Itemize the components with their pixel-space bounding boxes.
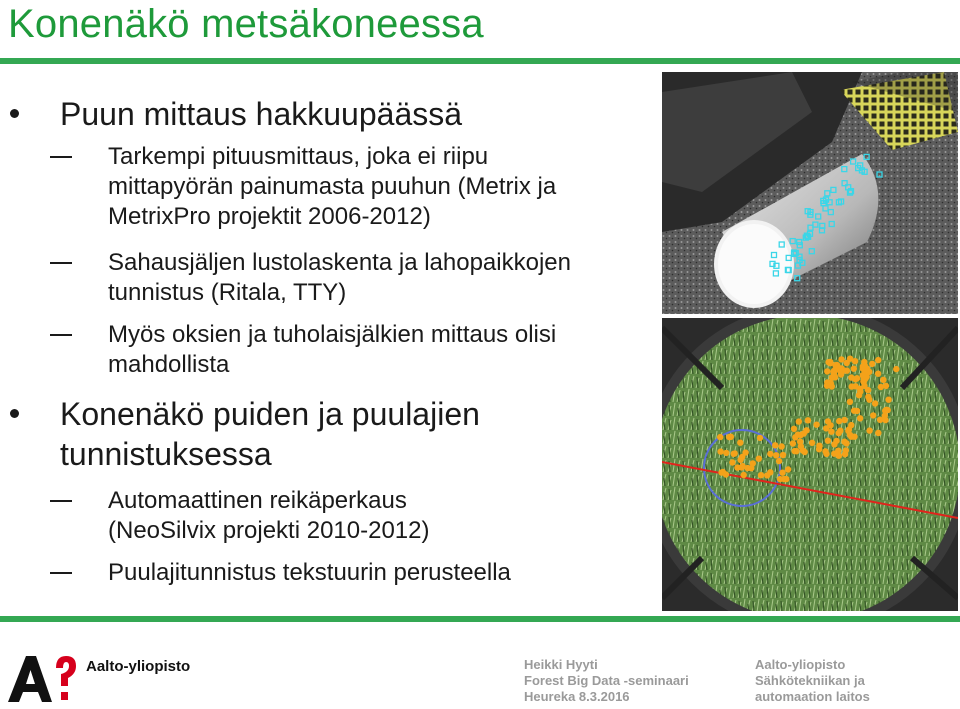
detection-marker — [862, 367, 868, 373]
detection-marker — [848, 434, 854, 440]
detection-marker — [836, 418, 842, 424]
bullet-dot-icon — [10, 109, 19, 118]
bottom-divider — [0, 616, 960, 622]
detection-marker — [723, 471, 729, 477]
footer-author: Heikki Hyyti — [524, 657, 598, 672]
detection-marker — [841, 417, 847, 423]
bullet-dot-icon — [10, 409, 19, 418]
detection-marker — [757, 435, 763, 441]
detection-marker — [831, 441, 837, 447]
detection-marker — [872, 400, 878, 406]
footer-organization — [755, 657, 870, 705]
dash-icon — [50, 156, 72, 158]
aalto-logo-icon — [6, 652, 78, 709]
detection-marker — [848, 422, 854, 428]
detection-marker — [796, 418, 802, 424]
bullet-text: Puun mittaus hakkuupäässä — [60, 96, 463, 132]
detection-marker — [857, 415, 863, 421]
detection-marker — [758, 472, 764, 478]
detection-marker — [852, 358, 858, 364]
detection-marker — [836, 453, 842, 459]
detection-marker — [861, 383, 867, 389]
detection-marker — [832, 374, 838, 380]
sub-bullet-length-measurement — [108, 142, 648, 232]
detection-marker — [844, 368, 850, 374]
detection-marker — [756, 456, 762, 462]
detection-marker — [829, 383, 835, 389]
detection-marker — [737, 440, 743, 446]
detection-marker — [800, 447, 806, 453]
sub-bullet-line: Sahausjäljen lustolaskenta ja lahopaikkojen — [108, 249, 571, 276]
footer-place-date: Heureka 8.3.2016 — [524, 689, 630, 704]
dash-icon — [50, 500, 72, 502]
detection-marker — [729, 459, 735, 465]
detection-marker — [848, 374, 854, 380]
detection-marker — [865, 394, 871, 400]
detection-marker — [825, 438, 831, 444]
detection-marker — [843, 447, 849, 453]
detection-marker — [717, 448, 723, 454]
detection-marker — [785, 466, 791, 472]
detection-marker — [816, 446, 822, 452]
sub-bullet-branch-measurement — [108, 320, 648, 380]
detection-marker — [822, 448, 828, 454]
dash-icon — [50, 262, 72, 264]
detection-marker — [838, 365, 844, 371]
detection-marker — [843, 440, 849, 446]
detection-marker — [781, 476, 787, 482]
detection-marker — [723, 450, 729, 456]
detection-marker — [767, 451, 773, 457]
dash-icon — [50, 572, 72, 574]
detection-marker — [717, 434, 723, 440]
detection-marker — [875, 430, 881, 436]
footer-org-line: automaation laitos — [755, 689, 870, 704]
footer-presenter — [524, 657, 689, 705]
sub-bullet-line: (NeoSilvix projekti 2010-2012) — [108, 517, 430, 544]
ground-detection-photo — [662, 318, 958, 611]
detection-marker — [742, 449, 748, 455]
detection-marker — [823, 425, 829, 431]
detection-marker — [838, 371, 844, 377]
detection-marker — [797, 439, 803, 445]
sub-bullet-line: mahdollista — [108, 351, 230, 378]
detection-marker — [798, 432, 804, 438]
detection-marker — [793, 448, 799, 454]
footer-event: Forest Big Data -seminaari — [524, 673, 689, 688]
detection-marker — [845, 428, 851, 434]
log-feature-photo — [662, 72, 958, 314]
detection-marker — [837, 428, 843, 434]
detection-marker — [885, 397, 891, 403]
slide-title: Konenäkö metsäkoneessa — [8, 2, 484, 46]
detection-marker — [778, 443, 784, 449]
detection-marker — [880, 377, 886, 383]
detection-marker — [838, 356, 844, 362]
detection-marker — [827, 360, 833, 366]
detection-marker — [824, 368, 830, 374]
detection-marker — [764, 472, 770, 478]
detection-marker — [772, 442, 778, 448]
footer-org-line: Sähkötekniikan ja — [755, 673, 865, 688]
top-divider — [0, 58, 960, 64]
detection-marker — [780, 452, 786, 458]
detection-marker — [732, 450, 738, 456]
detection-marker — [875, 357, 881, 363]
detection-marker — [851, 366, 857, 372]
sub-bullet-line: Myös oksien ja tuholaisjälkien mittaus olisi — [108, 321, 557, 348]
detection-marker — [825, 418, 831, 424]
sub-bullet-line: tunnistus (Ritala, TTY) — [108, 279, 347, 306]
detection-marker — [809, 440, 815, 446]
dash-icon — [50, 334, 72, 336]
detection-marker — [776, 458, 782, 464]
detection-marker — [779, 470, 785, 476]
sub-bullet-species-texture — [108, 558, 648, 588]
sub-bullet-line: Puulajitunnistus tekstuurin perusteella — [108, 559, 511, 586]
bullet-line: Konenäkö puiden ja puulajien — [60, 396, 480, 432]
detection-marker — [790, 440, 796, 446]
detection-marker — [849, 383, 855, 389]
sub-bullet-automatic-thinning — [108, 486, 648, 546]
detection-marker — [854, 375, 860, 381]
detection-marker — [875, 371, 881, 377]
detection-marker — [791, 426, 797, 432]
footer-org-line: Aalto-yliopisto — [755, 657, 846, 672]
detection-marker — [847, 399, 853, 405]
sub-bullet-line: Automaattinen reikäperkaus — [108, 487, 407, 514]
detection-marker — [854, 408, 860, 414]
detection-marker — [877, 417, 883, 423]
detection-marker — [728, 434, 734, 440]
sub-bullet-line: MetrixPro projektit 2006-2012) — [108, 203, 431, 230]
bullet-line: tunnistuksessa — [60, 436, 272, 472]
detection-marker — [866, 427, 872, 433]
detection-marker — [883, 383, 889, 389]
detection-marker — [856, 392, 862, 398]
detection-marker — [869, 361, 875, 367]
bullet-log-measurement — [60, 94, 462, 134]
bullet-tree-recognition — [60, 394, 480, 474]
detection-marker — [861, 359, 867, 365]
sub-bullet-ring-counting — [108, 248, 648, 308]
detection-marker — [844, 360, 850, 366]
detection-marker — [885, 407, 891, 413]
detection-marker — [870, 412, 876, 418]
footer-brand: Aalto-yliopisto — [86, 658, 191, 675]
sub-bullet-line: Tarkempi pituusmittaus, joka ei riipu — [108, 143, 489, 170]
detection-marker — [773, 452, 779, 458]
detection-marker — [893, 366, 899, 372]
sub-bullet-line: mittapyörän painumasta puuhun (Metrix ja — [108, 173, 557, 200]
detection-marker — [744, 465, 750, 471]
detection-marker — [741, 472, 747, 478]
detection-marker — [805, 417, 811, 423]
detection-marker — [813, 422, 819, 428]
